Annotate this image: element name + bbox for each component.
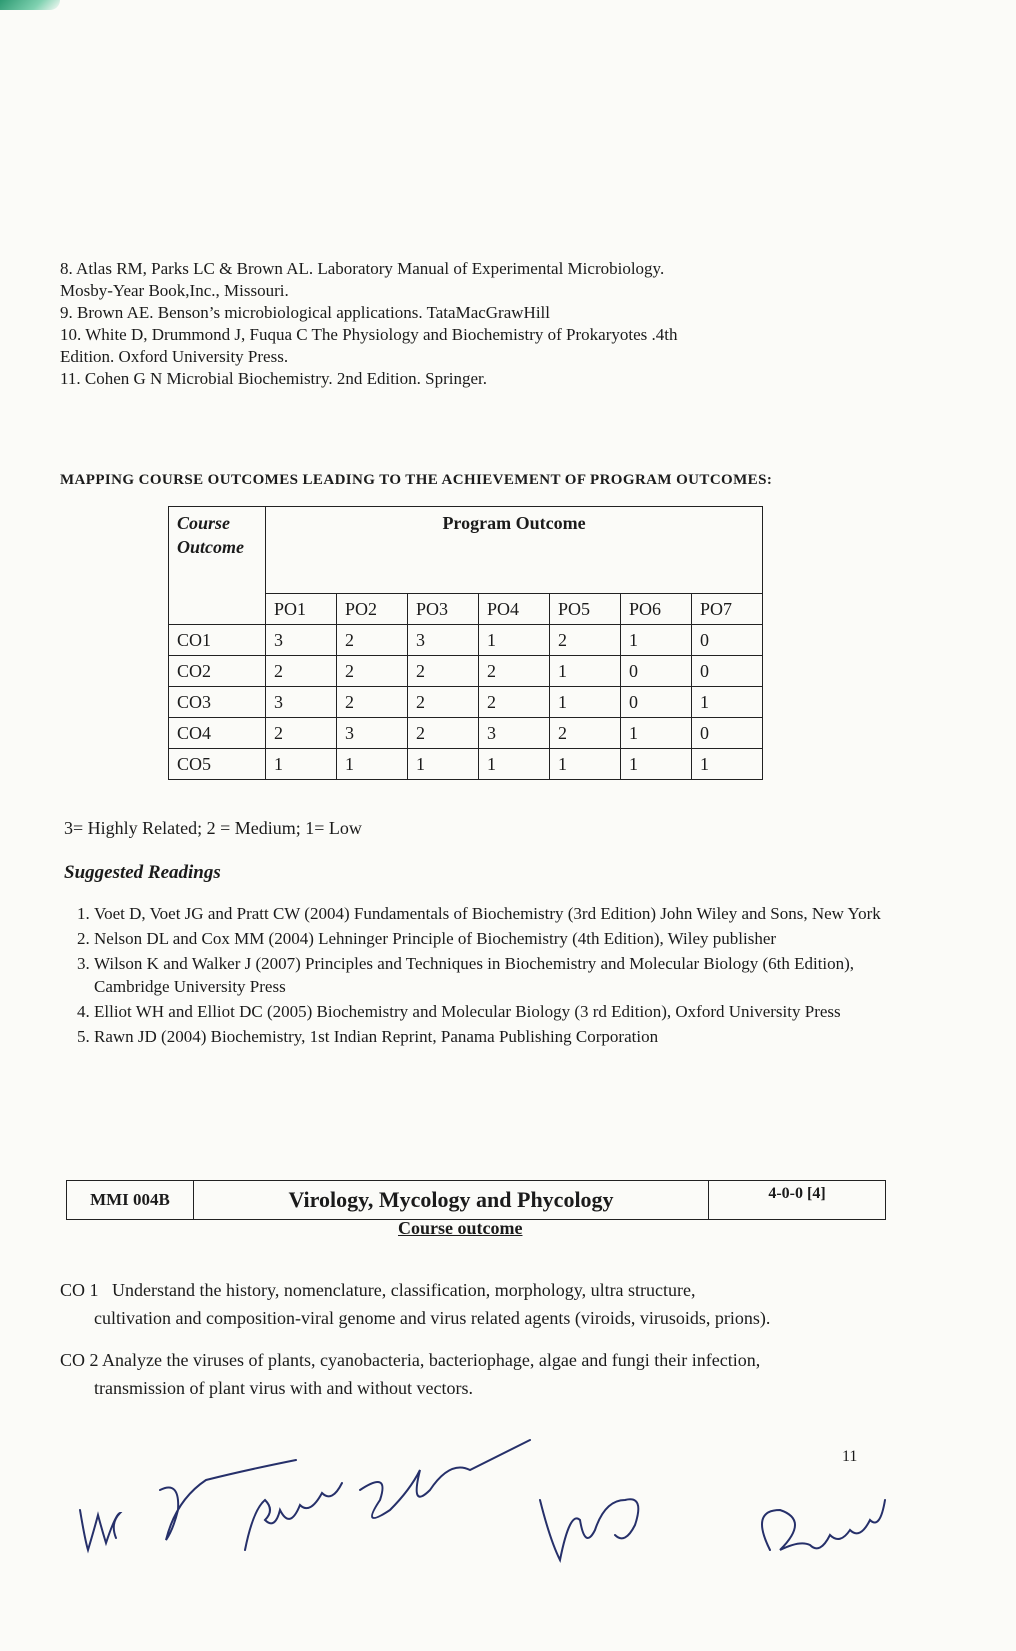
signature-1: [80, 1510, 120, 1550]
table-cell: 2: [337, 625, 408, 656]
table-cell: 1: [408, 749, 479, 780]
course-code: MMI 004B: [67, 1181, 194, 1220]
table-cell: 3: [479, 718, 550, 749]
page-number: 11: [842, 1448, 858, 1465]
reference-11: 11. Cohen G N Microbial Biochemistry. 2nd Edition. Springer.: [60, 369, 488, 388]
page-corner-mark: [0, 0, 60, 10]
table-cell: 1: [550, 656, 621, 687]
table-cell: 0: [621, 687, 692, 718]
table-cell: 1: [692, 687, 763, 718]
list-item: 5. Rawn JD (2004) Biochemistry, 1st Indian Reprint, Panama Publishing Corporation: [94, 1025, 894, 1048]
table-cell: 1: [621, 625, 692, 656]
signature-5: [540, 1499, 638, 1560]
po-column-header: PO6: [621, 594, 692, 625]
table-cell: 2: [408, 718, 479, 749]
table-cell: 0: [621, 656, 692, 687]
table-cell: 1: [621, 718, 692, 749]
table-cell: 2: [479, 687, 550, 718]
table-cell: 3: [266, 625, 337, 656]
mapping-heading: MAPPING COURSE OUTCOMES LEADING TO THE ACHIEVEMENT OF PROGRAM OUTCOMES:: [60, 472, 773, 488]
reference-9: 9. Brown AE. Benson’s microbiological applications. TataMacGrawHill: [60, 303, 550, 322]
suggested-readings-heading: Suggested Readings: [64, 862, 221, 883]
table-cell: 2: [408, 656, 479, 687]
po-column-header: PO5: [550, 594, 621, 625]
table-row: [169, 749, 763, 780]
table-row: [169, 687, 763, 718]
signature-4: [360, 1440, 530, 1518]
table-cell: 1: [479, 749, 550, 780]
co-label: CO 2: [60, 1350, 99, 1370]
table-cell: 0: [692, 718, 763, 749]
table-cell: 2: [266, 718, 337, 749]
list-item: 1. Voet D, Voet JG and Pratt CW (2004) Fundamentals of Biochemistry (3rd Edition) John Wiley and Sons, New York: [94, 902, 894, 925]
table-cell: 1: [266, 749, 337, 780]
co-label: CO 1: [60, 1280, 99, 1300]
table-cell: 3: [337, 718, 408, 749]
po-column-header: PO1: [266, 594, 337, 625]
table-cell: 1: [337, 749, 408, 780]
table-cell: 3: [408, 625, 479, 656]
co-label: CO4: [169, 718, 266, 749]
table-cell: 0: [692, 656, 763, 687]
suggested-readings-list: [62, 902, 894, 1050]
course-credits: 4-0-0 [4]: [709, 1181, 886, 1220]
signatures-image: [60, 1400, 960, 1600]
course-outcome-1: CO 1 Understand the history, nomenclature, classification, morphology, ultra structure, cultivation and composition-viral genome and virus related agents (viroids, virusoids, prions).: [60, 1280, 771, 1328]
reference-8: 8. Atlas RM, Parks LC & Brown AL. Laboratory Manual of Experimental Microbiology. Mosby-Year Book,Inc., Missouri.: [60, 259, 665, 300]
table-cell: 2: [266, 656, 337, 687]
table-cell: 2: [337, 656, 408, 687]
table-cell: 1: [550, 687, 621, 718]
po-column-header: PO3: [408, 594, 479, 625]
co-label: CO2: [169, 656, 266, 687]
table-row: [169, 656, 763, 687]
list-item: 2. Nelson DL and Cox MM (2004) Lehninger Principle of Biochemistry (4th Edition), Wiley publisher: [94, 927, 894, 950]
table-row: [169, 718, 763, 749]
co-label: CO1: [169, 625, 266, 656]
table-cell: 2: [550, 625, 621, 656]
po-column-header: PO7: [692, 594, 763, 625]
table-cell: 2: [408, 687, 479, 718]
table-cell: 2: [550, 718, 621, 749]
list-item: 4. Elliot WH and Elliot DC (2005) Biochemistry and Molecular Biology (3 rd Edition), Oxford University Press: [94, 1000, 894, 1023]
course-title: Virology, Mycology and Phycology: [194, 1181, 709, 1220]
reference-list: [60, 258, 880, 390]
course-outcome-heading: Course outcome: [398, 1218, 523, 1238]
table-cell: 3: [266, 687, 337, 718]
co-po-mapping-table: [168, 506, 763, 780]
table-cell: 0: [692, 625, 763, 656]
relation-legend: 3= Highly Related; 2 = Medium; 1= Low: [64, 818, 362, 838]
table-cell: 2: [479, 656, 550, 687]
course-outcome-header: Course Outcome: [169, 507, 266, 625]
co-label: CO3: [169, 687, 266, 718]
reference-10: 10. White D, Drummond J, Fuqua C The Physiology and Biochemistry of Prokaryotes .4th Edition. Oxford University Press.: [60, 325, 678, 366]
program-outcome-header: Program Outcome: [266, 507, 763, 594]
table-row: [169, 625, 763, 656]
signature-3: [245, 1483, 342, 1550]
table-cell: 2: [337, 687, 408, 718]
signature-6: [762, 1500, 885, 1550]
co-label: CO5: [169, 749, 266, 780]
list-item: 3. Wilson K and Walker J (2007) Principles and Techniques in Biochemistry and Molecular Biology (6th Edition), Cambridge University Press: [94, 952, 894, 998]
table-cell: 1: [550, 749, 621, 780]
course-header-table: [66, 1180, 886, 1220]
course-outcome-2: CO 2 Analyze the viruses of plants, cyanobacteria, bacteriophage, algae and fungi their infection, transmission of plant virus with and without vectors.: [60, 1350, 761, 1398]
table-cell: 1: [692, 749, 763, 780]
table-cell: 1: [621, 749, 692, 780]
po-column-header: PO2: [337, 594, 408, 625]
table-cell: 1: [479, 625, 550, 656]
po-column-header: PO4: [479, 594, 550, 625]
signature-2: [160, 1460, 296, 1540]
